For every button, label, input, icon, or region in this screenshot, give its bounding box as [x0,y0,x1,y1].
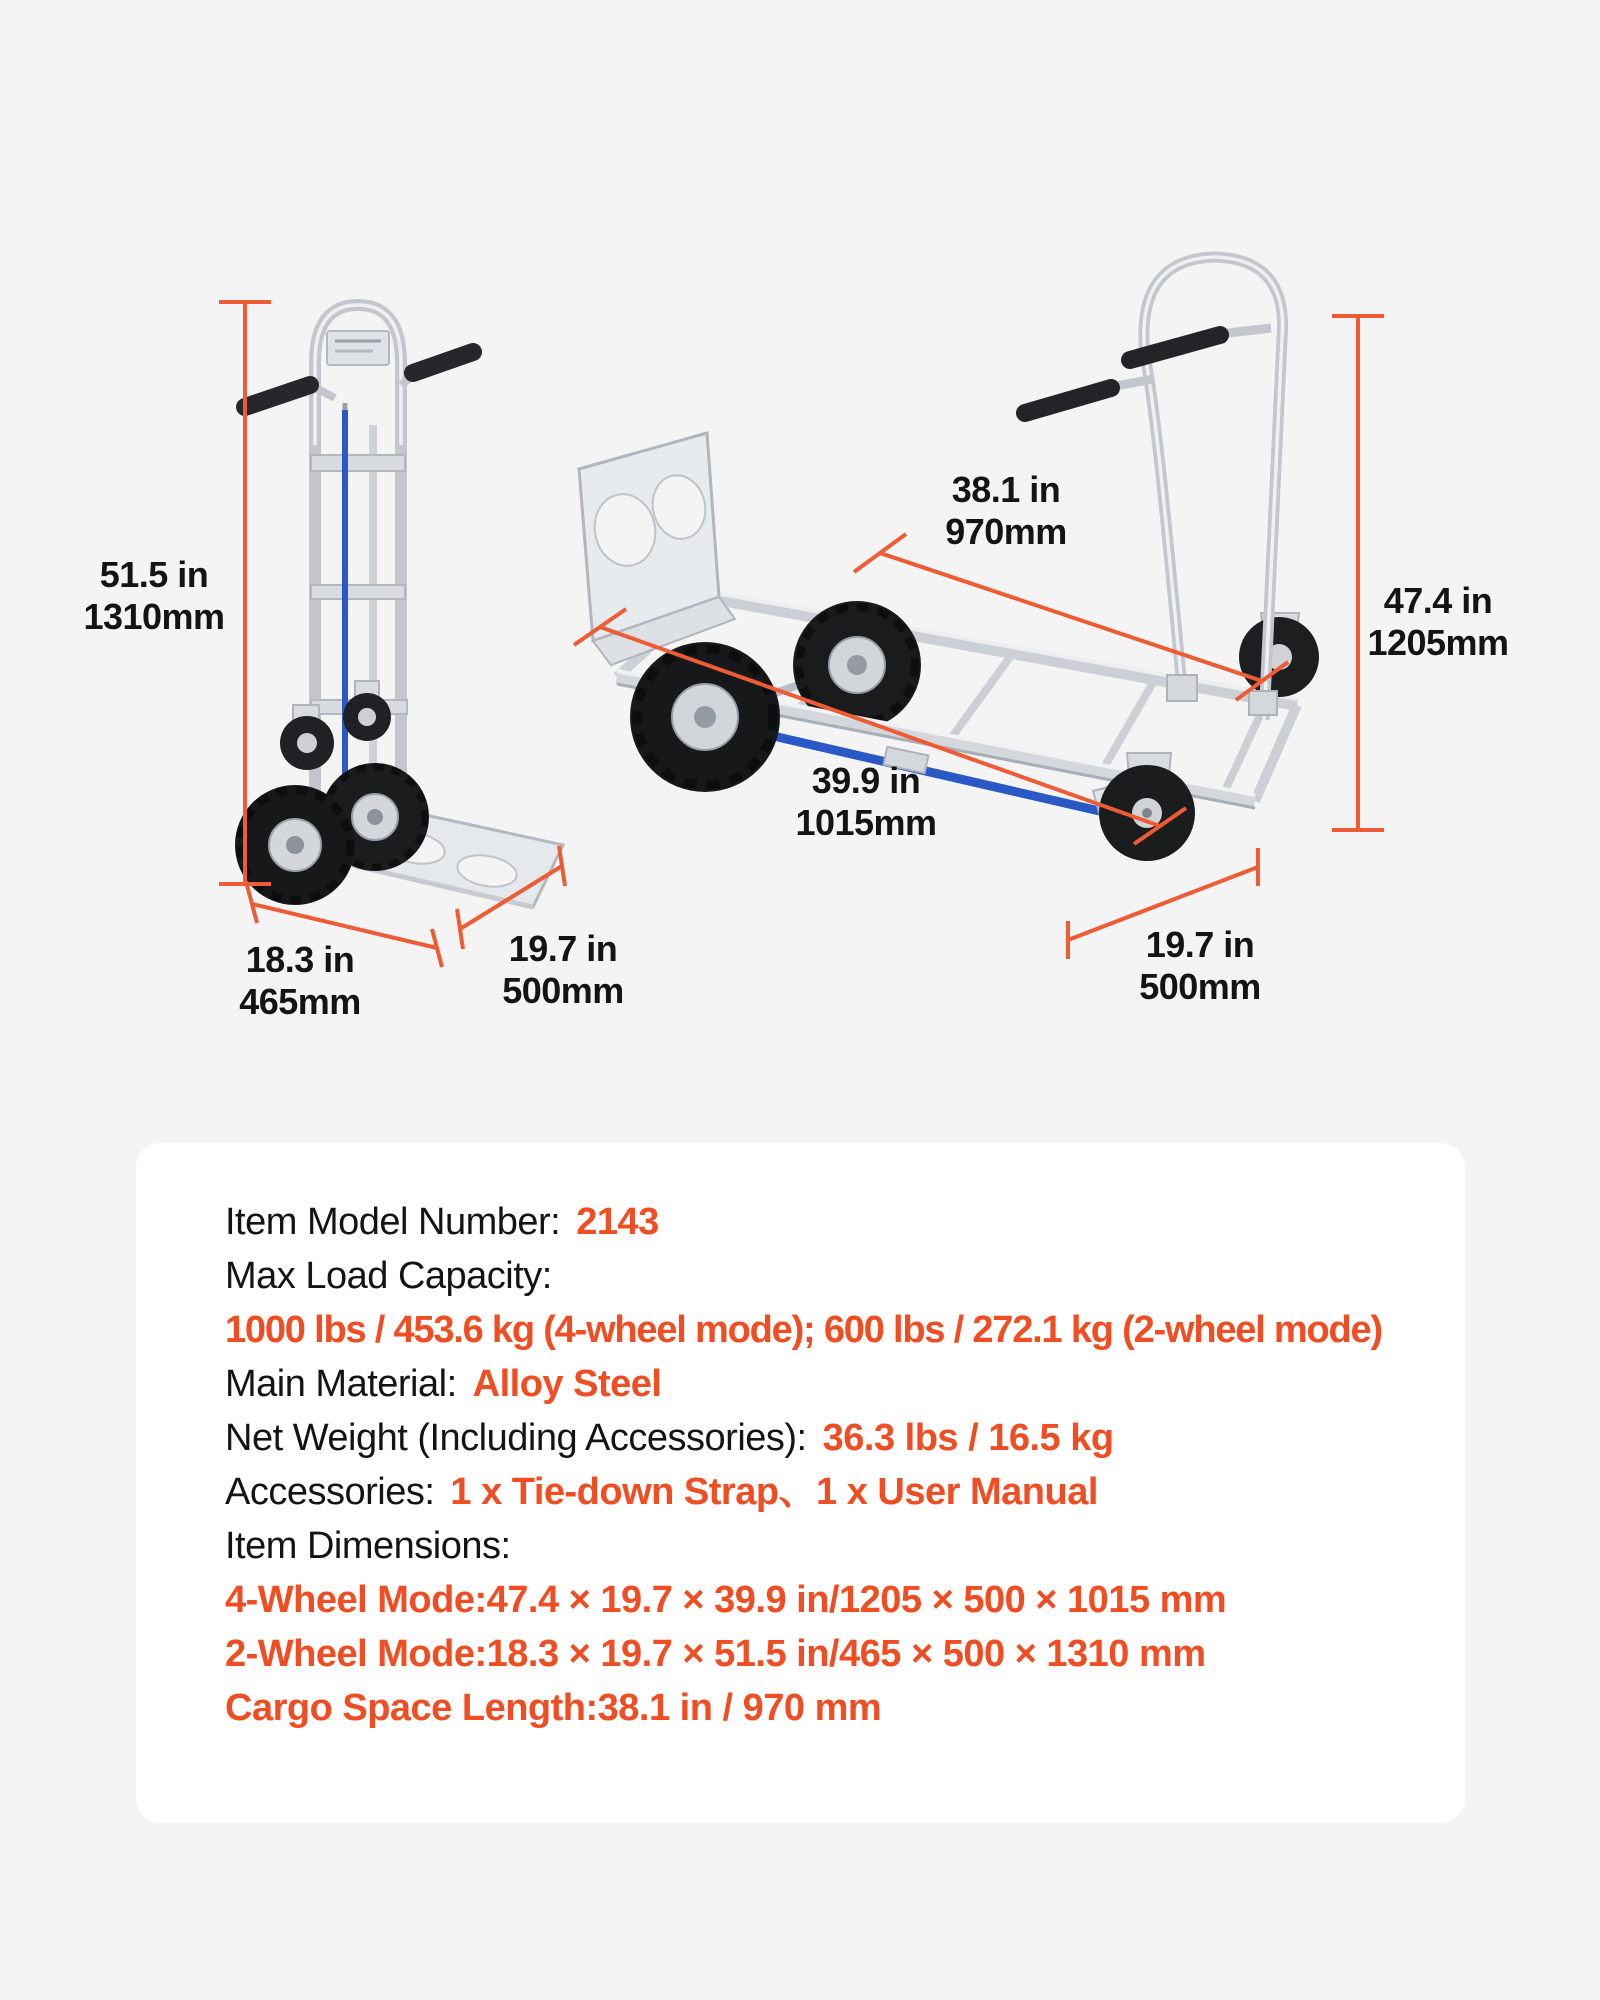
hand-truck-4wheel-figure [555,235,1365,965]
spec-value: Alloy Steel [472,1363,662,1405]
spec-value: Cargo Space Length:38.1 in / 970 mm [225,1687,882,1729]
spec-label: Accessories: [225,1471,435,1513]
spec-row-model [225,1195,1425,1249]
spec-row-material [225,1357,1425,1411]
spec-value: 2-Wheel Mode:18.3 × 19.7 × 51.5 in/465 × 500 × 1310 mm [225,1633,1206,1675]
spec-value: 2143 [576,1201,659,1243]
dim-label-width-4wheel: 19.7 in 500mm [1139,924,1261,1007]
spec-value: 4-Wheel Mode:47.4 × 19.7 × 39.9 in/1205 × 500 × 1015 mm [225,1579,1227,1621]
dim-label-depth-2wheel: 18.3 in 465mm [239,939,361,1022]
spec-row-net-weight [225,1411,1425,1465]
spec-row-item-dimensions-label [225,1519,1425,1573]
spec-label: Item Dimensions: [225,1525,511,1567]
spec-row-max-load-value [225,1303,1425,1357]
spec-row-4wheel-dimensions [225,1573,1425,1627]
right-grip [413,352,473,373]
spec-row-2wheel-dimensions [225,1627,1425,1681]
dim-label-cargo-length: 38.1 in 970mm [945,469,1067,552]
spec-row-max-load-label [225,1249,1425,1303]
left-grip [245,385,310,407]
dim-label-height-4wheel: 47.4 in 1205mm [1367,580,1509,663]
spec-value: 1000 lbs / 453.6 kg (4-wheel mode); 600 lbs / 272.1 kg (2-wheel mode) [225,1309,1382,1351]
spec-row-accessories [225,1465,1425,1519]
dim-label-width-2wheel: 19.7 in 500mm [502,928,624,1011]
spec-label: Item Model Number: [225,1201,561,1243]
spec-value: 36.3 lbs / 16.5 kg [822,1417,1114,1459]
spec-label: Max Load Capacity: [225,1255,552,1297]
dim-label-length-4wheel: 39.9 in 1015mm [795,760,937,843]
spec-value: 1 x Tie-down Strap、1 x User Manual [450,1471,1098,1513]
spec-card [136,1143,1465,1823]
hand-truck-4wheel-drawing [555,235,1365,965]
spec-label: Net Weight (Including Accessories): [225,1417,807,1459]
spec-label: Main Material: [225,1363,457,1405]
spec-row-cargo-space [225,1681,1425,1735]
front-grip [1025,388,1111,413]
dim-label-height-2wheel: 51.5 in 1310mm [83,554,225,637]
